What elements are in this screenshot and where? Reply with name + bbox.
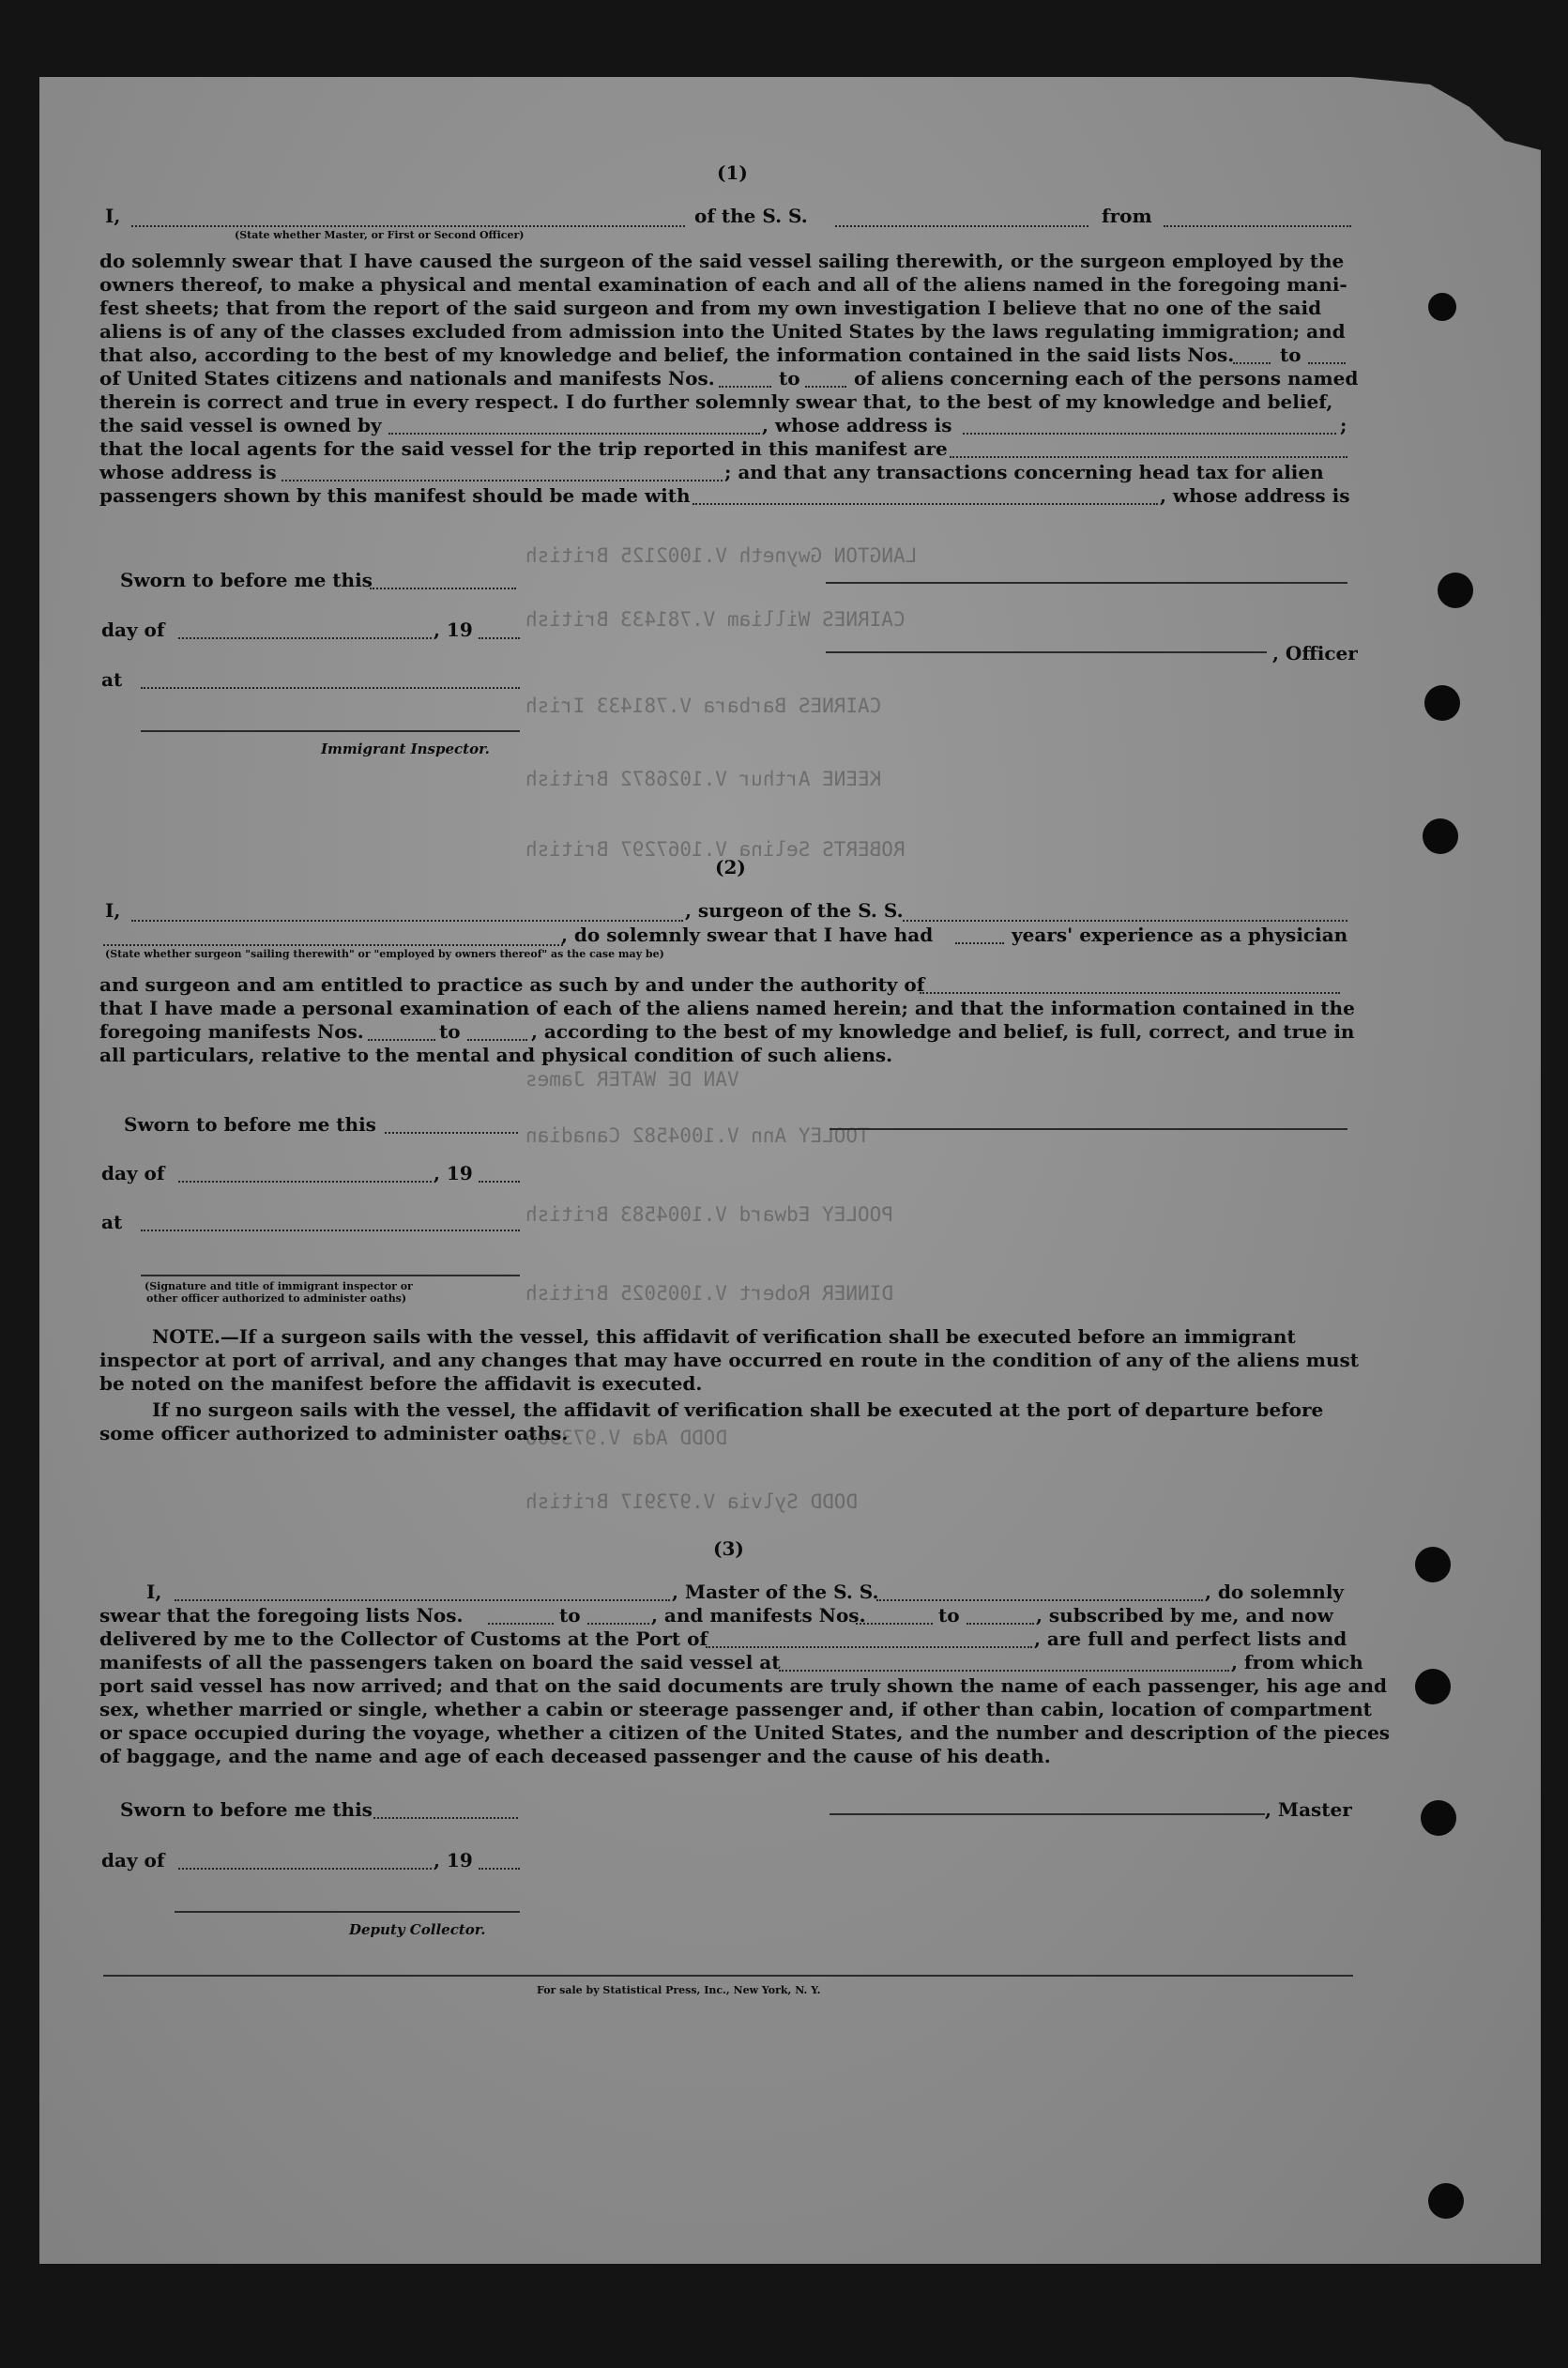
oath-3-line: of baggage, and the name and age of each deceased passenger and the cause of his death. [99,1745,1051,1767]
aliens-concerning-text: of aliens concerning each of the persons named [854,367,1359,390]
section-1-i: I, [105,205,121,227]
oath-1-line: do solemnly swear that I have caused the surgeon of the said vessel sailing therewith, or the surgeon employed by the [99,250,1345,272]
manifests-to-field [967,1623,1034,1625]
oath-2-line: and surgeon and am entitled to practice as such by and under the authority of [99,973,925,996]
from-which-text: , from which [1231,1651,1363,1673]
surgeon-vessel-field [903,920,1347,922]
oath-1-line: aliens is of any of the classes excluded from admission into the United States by the laws regulating immigration; and [99,320,1346,343]
lists-from-field [1233,362,1271,364]
lists-from-field [488,1623,554,1625]
at-label: at [101,1211,123,1233]
surgeon-of-label: , surgeon of the S. S. [685,899,904,922]
oath-3-line: sex, whether married or single, whether a cabin or steerage passenger and, if other than cabin, location of compartment [99,1698,1372,1720]
transactions-party-field [693,503,1158,505]
master-signature-line [830,1813,1265,1815]
collector-signature-line [175,1911,520,1913]
deputy-collector-label: Deputy Collector. [349,1921,486,1938]
bleed-through-line: DODD Sylvia V.973917 British [525,1490,859,1513]
surgeon-status-hint: (State whether surgeon "sailing therewith" or "employed by owners thereof" as the case may be) [105,948,664,960]
punch-hole [1415,1547,1451,1582]
surgeon-manifests-to-field [467,1039,527,1041]
note-line: some officer authorized to administer oaths. [99,1422,569,1444]
bleed-through-line: DODD Ada V.973906 [525,1427,727,1449]
do-solemnly-text: , do solemnly [1205,1581,1345,1603]
day-of-label: day of [101,1162,165,1184]
year-field [479,1181,520,1183]
full-lists-text: , are full and perfect lists and [1034,1627,1347,1650]
year-label: , 19 [434,1849,473,1871]
manifests-from-field [719,386,771,388]
officer-rank-hint: (State whether Master, or First or Second Officer) [235,229,525,241]
manifests-to-field [805,386,846,388]
officer-title-line [826,651,1267,653]
oath-1-line: owners thereof, to make a physical and mental examination of each and all of the aliens named in the foregoing mani- [99,273,1347,296]
section-2-number: (2) [715,856,746,878]
oath-3-line: port said vessel has now arrived; and that on the said documents are truly shown the name of each passenger, his age and [99,1674,1388,1697]
punch-hole [1421,1800,1456,1836]
party-address-label: , whose address is [1160,484,1350,507]
bleed-through-line: LANGTON Gwyneth V.1002125 British [525,544,918,567]
customs-port-field [706,1646,1032,1648]
punch-hole [1424,685,1460,721]
oath-1-line: that also, according to the best of my knowledge and belief, the information contained in the said lists Nos. [99,344,1235,366]
oath-1-line: fest sheets; that from the report of the said surgeon and from my own investigation I believe that no one of the said [99,297,1322,319]
surgeon-status-field [131,920,683,922]
note-line: inspector at port of arrival, and any changes that may have occurred en route in the condition of any of the aliens must [99,1349,1360,1371]
official-signature-line [141,1275,520,1276]
officer-rank-field [131,225,685,227]
solemnly-swear-text: , do solemnly swear that I have had [561,924,934,946]
punch-hole [1415,1669,1451,1704]
punch-hole [1438,573,1473,608]
year-field [479,637,520,639]
inspector-label: Immigrant Inspector. [321,741,490,757]
sworn-label: Sworn to before me this [120,569,373,591]
footer-rule [103,1975,1353,1977]
of-the-ss-label: of the S. S. [694,205,808,227]
master-of-label: , Master of the S. S. [672,1581,879,1603]
section-2-i: I, [105,899,121,922]
at-place-field [141,687,520,689]
subscribed-text: , subscribed by me, and now [1036,1604,1333,1627]
master-label: , Master [1265,1798,1352,1821]
oath-1-line: the said vessel is owned by [99,414,382,436]
oath-3-line: manifests of all the passengers taken on board the said vessel at [99,1651,781,1673]
lists-to-field [1308,362,1346,364]
publisher-imprint: For sale by Statistical Press, Inc., New York, N. Y. [537,1984,821,1996]
at-place-field [141,1230,520,1231]
oath-3-line: delivered by me to the Collector of Customs at the Port of [99,1627,708,1650]
bleed-through-line: POOLEY Edward V.1004583 British [525,1203,893,1226]
note-line: NOTE.—If a surgeon sails with the vessel, this affidavit of verification shall be executed before an immigrant [152,1325,1296,1348]
signature-hint: (Signature and title of immigrant inspector or [145,1280,413,1292]
bleed-through-line: CAIRNES William V.781433 British [525,608,906,631]
head-tax-text: ; and that any transactions concerning head tax for alien [724,461,1324,483]
years-experience-text: years' experience as a physician [1012,924,1348,946]
oath-1-line: of United States citizens and nationals and manifests Nos. [99,367,715,390]
semicolon: ; [1340,414,1347,436]
month-field [178,1181,432,1183]
agents-field [950,456,1347,458]
owner-address-field [963,433,1336,435]
bleed-through-line: DINNER Robert V.1005025 British [525,1282,893,1305]
vessel-name-field [835,225,1088,227]
punch-hole [1423,818,1458,854]
surgeon-signature-line [830,1128,1347,1130]
sworn-day-field [385,1132,518,1134]
punch-hole [1428,2183,1464,2219]
bleed-through-line: KEENE Arthur V.1026872 British [525,768,882,790]
bleed-through-line: TOOLEY Ann V.1004582 Canadian [525,1124,870,1147]
to-label: to [439,1020,461,1043]
oath-2-line: all particulars, relative to the mental and physical condition of such aliens. [99,1044,893,1066]
embark-port-field [779,1670,1229,1672]
bleed-through-line: ROBERTS Selina V.1067297 British [525,838,906,861]
year-label: , 19 [434,619,473,641]
oath-2-line: foregoing manifests Nos. [99,1020,364,1043]
bleed-through-line: VAN DE WATER James [525,1068,739,1091]
year-label: , 19 [434,1162,473,1184]
oath-3-line: swear that the foregoing lists Nos. [99,1604,464,1627]
owner-address-label: , whose address is [762,414,952,436]
oath-1-line: that the local agents for the said vessel for the trip reported in this manifest are [99,437,948,460]
inspector-signature-line [141,730,520,732]
bleed-through-line: CAIRNES Barbara V.781433 Irish [525,695,882,717]
oath-3-line: or space occupied during the voyage, whether a citizen of the United States, and the number and description of the pieces [99,1721,1391,1744]
day-of-label: day of [101,1849,165,1871]
and-manifests-text: , and manifests Nos. [651,1604,866,1627]
sworn-label: Sworn to before me this [124,1113,376,1136]
master-name-field [175,1599,670,1601]
note-line: be noted on the manifest before the affidavit is executed. [99,1372,703,1395]
owner-field [388,433,760,435]
oath-1-line: therein is correct and true in every respect. I do further solemnly swear that, to the best of my knowledge and belief, [99,390,1333,413]
punch-hole [1428,293,1456,321]
officer-signature-line [826,582,1347,584]
oath-2-line: that I have made a personal examination of each of the aliens named herein; and that the information contained in the [99,997,1355,1019]
manifests-from-field [856,1623,933,1625]
oath-1-line: whose address is [99,461,277,483]
authority-field [920,992,1340,994]
master-vessel-field [876,1599,1203,1601]
day-of-label: day of [101,619,165,641]
month-field [178,1868,432,1870]
officer-label: , Officer [1272,642,1358,665]
at-label: at [101,668,123,691]
month-field [178,637,432,639]
to-label: to [559,1604,581,1627]
from-label: from [1102,205,1152,227]
lists-to-field [587,1623,649,1625]
according-text: , according to the best of my knowledge and belief, is full, correct, and true in [531,1020,1355,1043]
note-line: If no surgeon sails with the vessel, the affidavit of verification shall be executed at the port of departure before [152,1398,1324,1421]
from-port-field [1164,225,1351,227]
section-1-number: (1) [717,161,748,184]
signature-hint: other officer authorized to administer oaths) [146,1292,407,1305]
oath-1-line: passengers shown by this manifest should be made with [99,484,691,507]
section-3-number: (3) [713,1537,744,1560]
agents-address-field [282,480,723,481]
sworn-label: Sworn to before me this [120,1798,373,1821]
to-label: to [938,1604,960,1627]
section-3-i: I, [146,1581,162,1603]
years-experience-field [955,942,1004,944]
to-label: to [779,367,800,390]
sworn-day-field [370,588,516,589]
surgeon-name-field [103,944,563,946]
surgeon-manifests-from-field [368,1039,435,1041]
to-label: to [1280,344,1302,366]
year-field [479,1868,520,1870]
sworn-day-field [373,1817,518,1819]
